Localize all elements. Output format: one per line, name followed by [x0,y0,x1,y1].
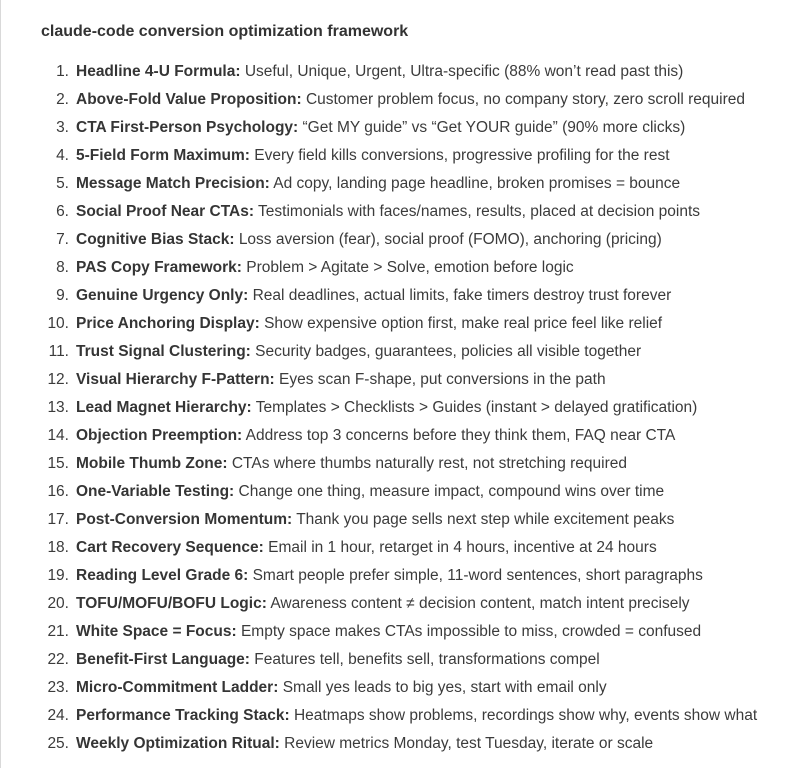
item-number: 20. [47,595,69,612]
item-description: “Get MY guide” vs “Get YOUR guide” (90% more clicks) [302,119,686,136]
item-number: 10. [47,315,69,332]
item-number: 23. [47,679,69,696]
list-item [41,506,775,534]
item-description: Email in 1 hour, retarget in 4 hours, incentive at 24 hours [268,539,657,556]
item-number: 17. [47,511,69,528]
item-number: 18. [47,539,69,556]
item-label: Trust Signal Clustering: [76,343,251,360]
list-item [41,86,775,114]
item-description: Empty space makes CTAs impossible to miss, crowded = confused [240,623,702,640]
item-description: Small yes leads to big yes, start with email only [282,679,607,696]
item-number: 2. [56,91,69,108]
item-label: Cognitive Bias Stack: [76,231,235,248]
item-label: Micro-Commitment Ladder: [76,679,279,696]
list-item [41,338,775,366]
item-description: CTAs where thumbs naturally rest, not stretching required [231,455,627,472]
item-description: Heatmaps show problems, recordings show why, events show what [293,707,758,724]
framework-list [41,58,775,758]
item-label: Social Proof Near CTAs: [76,203,255,220]
item-number: 1. [56,63,69,80]
item-description: Security badges, guarantees, policies all visible together [255,343,642,360]
list-item [41,114,775,142]
item-description: Testimonials with faces/names, results, placed at decision points [258,203,701,220]
item-description: Templates > Checklists > Guides (instant > delayed gratification) [255,399,698,416]
item-text [76,114,775,142]
list-item [41,618,775,646]
item-label: Above-Fold Value Proposition: [76,91,302,108]
list-item [41,282,775,310]
list-item [41,450,775,478]
item-text [76,86,775,114]
item-description: Every field kills conversions, progressive profiling for the rest [254,147,670,164]
item-description: Thank you page sells next step while excitement peaks [296,511,675,528]
list-item [41,422,775,450]
list-item [41,534,775,562]
item-number: 11. [48,343,69,360]
item-number: 22. [47,651,69,668]
item-text [76,366,775,394]
item-label: Performance Tracking Stack: [76,707,290,724]
item-text [76,58,775,86]
item-number: 5. [56,175,69,192]
list-item [41,58,775,86]
page-title: claude-code conversion optimization framework [41,23,409,40]
item-label: One-Variable Testing: [76,483,235,500]
item-label: White Space = Focus: [76,623,237,640]
list-item [41,562,775,590]
item-text [76,310,775,338]
item-label: Mobile Thumb Zone: [76,455,228,472]
item-number: 9. [56,287,69,304]
item-text [76,198,775,226]
item-number: 24. [47,707,69,724]
item-number: 19. [47,567,69,584]
item-label: Weekly Optimization Ritual: [76,735,280,752]
item-number: 4. [56,147,69,164]
item-description: Awareness content ≠ decision content, match intent precisely [270,595,690,612]
item-text [76,394,775,422]
item-label: 5-Field Form Maximum: [76,147,250,164]
list-item [41,394,775,422]
item-label: Cart Recovery Sequence: [76,539,264,556]
list-item [41,366,775,394]
item-label: PAS Copy Framework: [76,259,242,276]
item-number: 7. [56,231,69,248]
item-number: 16. [47,483,69,500]
list-item [41,674,775,702]
item-label: Post-Conversion Momentum: [76,511,293,528]
item-number: 3. [56,119,69,136]
list-item [41,254,775,282]
list-item [41,730,775,758]
item-text [76,170,775,198]
item-label: TOFU/MOFU/BOFU Logic: [76,595,267,612]
item-text [76,618,775,646]
item-number: 8. [56,259,69,276]
item-description: Eyes scan F-shape, put conversions in the path [279,371,606,388]
item-text [76,226,775,254]
list-item [41,590,775,618]
list-item [41,646,775,674]
item-text [76,282,775,310]
list-item [41,142,775,170]
item-description: Change one thing, measure impact, compound wins over time [238,483,665,500]
list-item [41,702,775,730]
list-item [41,310,775,338]
item-text [76,562,775,590]
item-label: Genuine Urgency Only: [76,287,249,304]
item-description: Problem > Agitate > Solve, emotion before logic [246,259,574,276]
item-label: Objection Preemption: [76,427,243,444]
item-number: 14. [47,427,69,444]
item-description: Show expensive option first, make real price feel like relief [264,315,663,332]
item-number: 21. [47,623,69,640]
item-description: Smart people prefer simple, 11-word sentences, short paragraphs [252,567,703,584]
item-label: CTA First-Person Psychology: [76,119,299,136]
list-item [41,226,775,254]
item-text [76,534,775,562]
item-text [76,674,775,702]
item-text [76,450,775,478]
item-text [76,254,775,282]
item-number: 6. [56,203,69,220]
list-item [41,170,775,198]
item-text [76,506,775,534]
item-description: Customer problem focus, no company story, zero scroll required [305,91,745,108]
item-label: Message Match Precision: [76,175,270,192]
item-description: Ad copy, landing page headline, broken promises = bounce [273,175,681,192]
item-description: Loss aversion (fear), social proof (FOMO), anchoring (pricing) [238,231,662,248]
item-text [76,730,775,758]
item-text [76,646,775,674]
item-number: 12. [47,371,69,388]
item-description: Useful, Unique, Urgent, Ultra-specific (88% won’t read past this) [244,63,684,80]
item-description: Features tell, benefits sell, transformations compel [254,651,600,668]
item-description: Review metrics Monday, test Tuesday, iterate or scale [284,735,654,752]
item-label: Reading Level Grade 6: [76,567,249,584]
item-label: Headline 4-U Formula: [76,63,241,80]
item-text [76,338,775,366]
item-text [76,478,775,506]
item-description: Address top 3 concerns before they think them, FAQ near CTA [245,427,676,444]
item-description: Real deadlines, actual limits, fake timers destroy trust forever [252,287,672,304]
item-label: Visual Hierarchy F-Pattern: [76,371,275,388]
item-number: 25. [47,735,69,752]
item-text [76,702,775,730]
item-text [76,142,775,170]
item-label: Lead Magnet Hierarchy: [76,399,252,416]
item-label: Benefit-First Language: [76,651,250,668]
item-number: 13. [47,399,69,416]
list-item [41,198,775,226]
item-text [76,590,775,618]
item-text [76,422,775,450]
item-label: Price Anchoring Display: [76,315,260,332]
list-item [41,478,775,506]
item-number: 15. [47,455,69,472]
